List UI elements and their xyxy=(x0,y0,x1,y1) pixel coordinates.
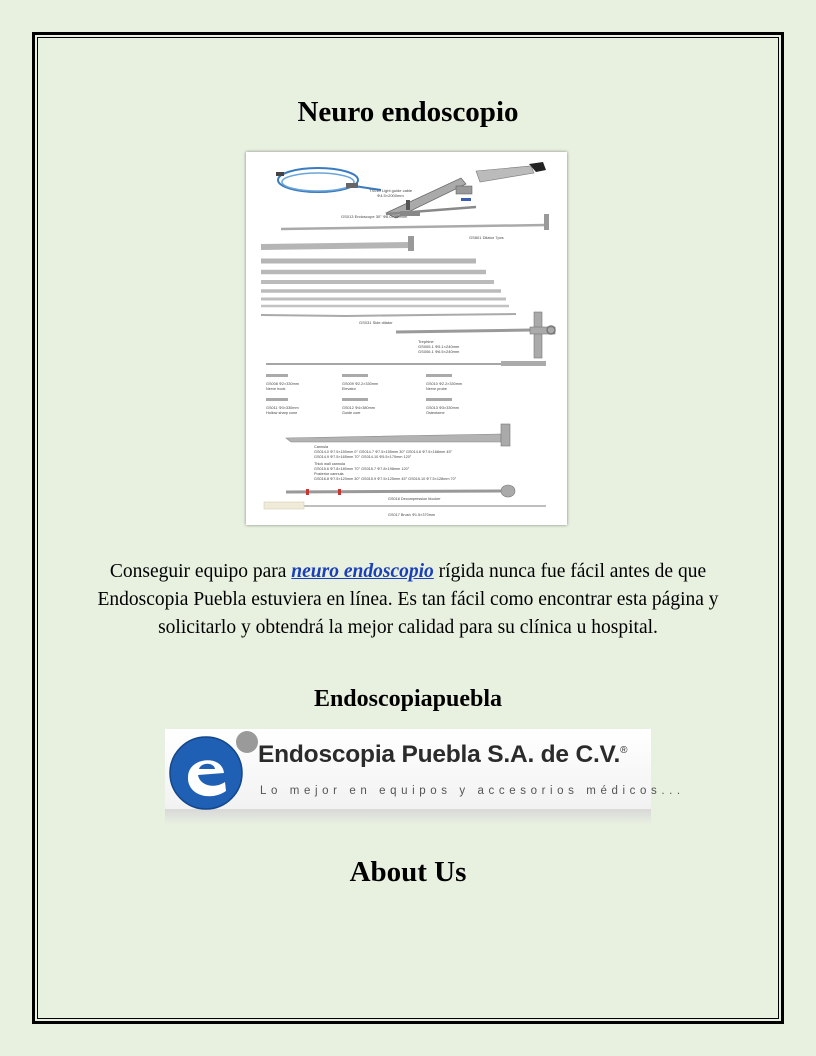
logo-company-name xyxy=(258,741,627,769)
label-trephine-a: GS005.1 Φ5.1×240mm xyxy=(418,344,460,349)
label-r2c2: Osteotome xyxy=(426,411,445,415)
label-cannula: Cannula xyxy=(314,445,329,449)
logo-tagline: Lo mejor en equipos y accesorios médicos... xyxy=(260,785,685,797)
label-light-cable: TS010 Light guide cable xyxy=(369,188,413,193)
dilator-set xyxy=(261,214,549,306)
label-r1c2: Nerve probe xyxy=(426,387,447,391)
brush-rod xyxy=(264,502,546,509)
label-c3: GS015.6 Φ7.8×180mm 70° GS015.7 Φ7.8×198mm 120° xyxy=(314,467,410,471)
label-c1: GS014.0 Φ7.5×150mm 0° GS014.7 Φ7.5×155mm 30° GS014.8 Φ7.5×168mm 45° xyxy=(314,450,453,454)
label-r2b: GS012 Φ4×380mm xyxy=(342,406,375,410)
logo-reflection xyxy=(165,809,651,824)
paragraph-text-before: Conseguir equipo para xyxy=(109,561,292,582)
e-logo-icon xyxy=(165,729,263,811)
small-instruments xyxy=(266,374,452,401)
logo-name-text: Endoscopia Puebla S.A. de C.V. xyxy=(258,741,621,768)
side-dilator xyxy=(261,314,516,316)
brand-heading: Endoscopiapuebla xyxy=(313,686,503,712)
decompression-blocker xyxy=(286,485,515,497)
label-r1a: GS008 Φ2×330mm xyxy=(266,382,299,386)
label-r1b: GS009 Φ2.2×330mm xyxy=(342,382,379,386)
label-light-cable-dim: Φ4.5×2000mm xyxy=(377,193,404,198)
label-thick: Thick wall cannula xyxy=(314,462,346,466)
label-r1b2: Elevator xyxy=(342,387,356,391)
label-r1a2: Nerve hook xyxy=(266,387,286,391)
label-endoscope: GS013 Endoscope 30° Φ6.0×190mm xyxy=(341,214,408,219)
intro-paragraph xyxy=(90,558,726,642)
paragraph-text-after: rígida nunca fue fácil antes de que Endoscopia Puebla estuviera en línea. Es tan fácil como encontrar esta página y solicitarlo y obtendrá la mejor calidad para su clínica u hospital. xyxy=(97,561,719,638)
label-side-dilator: GS031 Side dilator xyxy=(359,320,393,325)
about-us-heading: About Us xyxy=(349,856,467,888)
label-r2b2: Guide cuer xyxy=(342,411,361,415)
label-c2: GS014.9 Φ7.5×165mm 70° GS014.10 Φ5.5×170mm 120° xyxy=(314,455,412,459)
label-r2c: GS013 Φ3×330mm xyxy=(426,406,459,410)
label-c4: GS016.8 Φ7.5×120mm 30° GS015.9 Φ7.5×125mm 45° GS015.10 Φ7.5×128mm 70° xyxy=(314,477,457,481)
label-posterior: Posterior cannula xyxy=(314,472,344,476)
neuro-endoscopio-link[interactable]: neuro endoscopio xyxy=(291,561,434,582)
cannula xyxy=(286,424,510,446)
nerve-hook-rod xyxy=(266,361,546,366)
label-rod: GS017 Brush Φ1.5×370mm xyxy=(388,513,436,517)
registered-mark: ® xyxy=(620,744,628,756)
label-decompress: GS016 Decompression blocker xyxy=(388,497,441,501)
company-logo xyxy=(165,729,685,824)
product-catalog-image xyxy=(246,152,567,525)
label-trephine: Trephine xyxy=(418,339,434,344)
label-dilator: GS801 Dilator 7pcs xyxy=(469,235,504,240)
label-r1c: GS010 Φ2.2×330mm xyxy=(426,382,463,386)
page-title: Neuro endoscopio xyxy=(297,96,519,128)
label-trephine-b: GS006.1 Φ6.5×240mm xyxy=(418,349,460,354)
label-r2a2: Hollow sharp cone xyxy=(266,411,298,415)
light-guide-cable xyxy=(276,168,381,192)
label-r2a: GS011 Φ3×330mm xyxy=(266,406,299,410)
